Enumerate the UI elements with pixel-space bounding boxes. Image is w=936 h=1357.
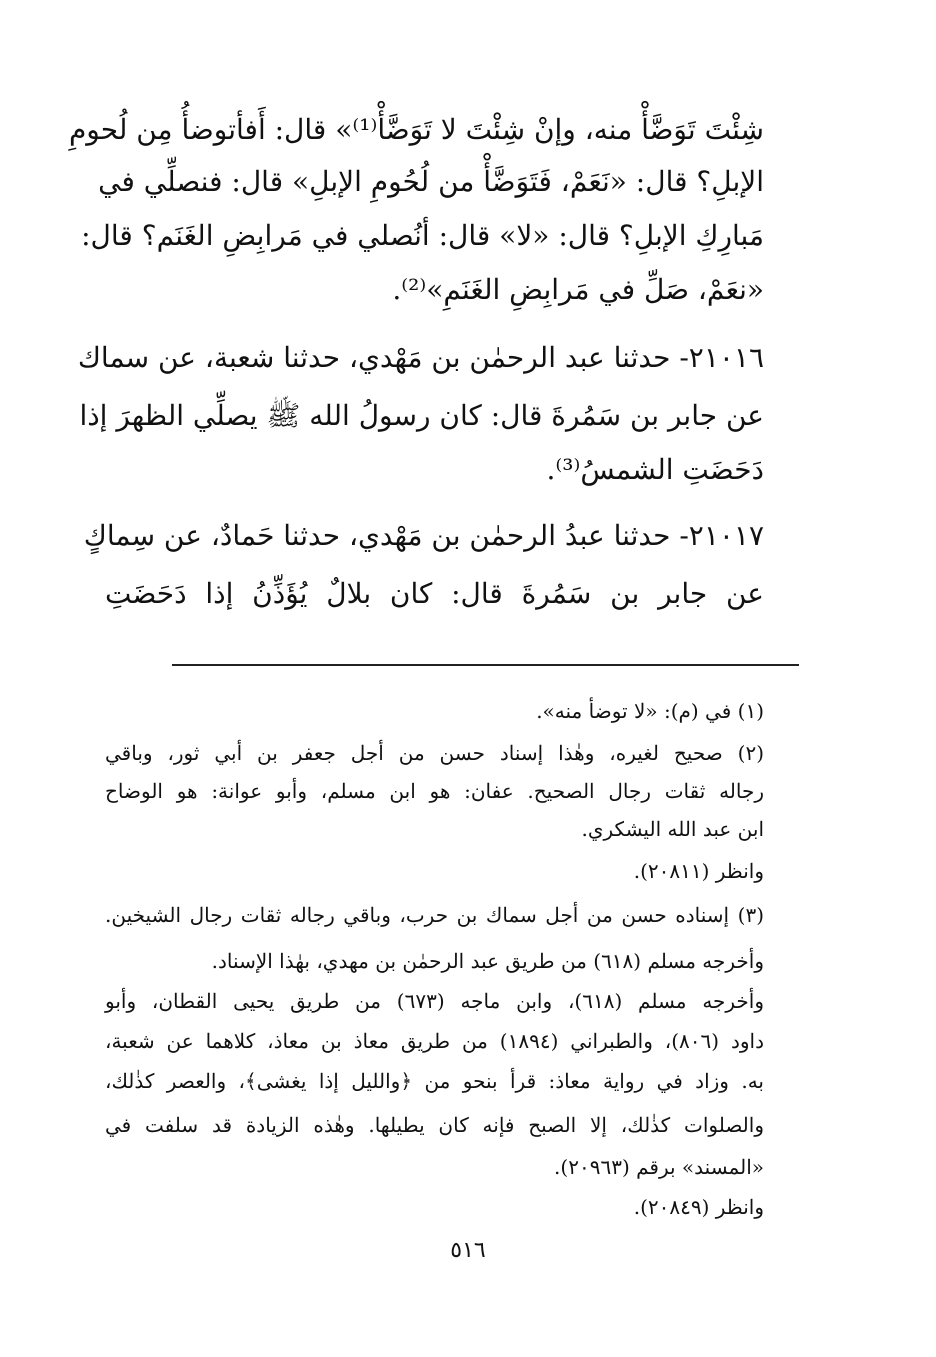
footnote-line: وأخرجه مسلم (٦١٨) من طريق عبد الرحمٰن بن مهدي، بهٰذا الإسناد. [211,949,764,973]
footnote-line: داود (٨٠٦)، والطبراني (١٨٩٤) من طريق معاذ بن معاذ، كلاهما عن شعبة، [105,1029,765,1053]
footnote-line: «المسند» برقم (٢٠٩٦٣). [554,1155,764,1179]
main-text-line: عن جابر بن سَمُرةَ قال: كان رسولُ الله ﷺ يصلِّي الظهرَ إذا [79,399,764,432]
footnote-line: (٣) إسناده حسن من أجل سماك بن حرب، وباقي رجاله ثقات رجال الشيخين. [105,903,764,927]
main-text-line: دَحَضَتِ الشمسُ⁽³⁾. [546,453,764,486]
page-number: ٥١٦ [450,1238,486,1263]
main-text-line: شِئْتَ تَوَضَّأْ منه، وإنْ شِئْتَ لا تَوَضَّأْ⁽¹⁾» قال: أَفأتوضأُ مِن لُحومِ [68,113,764,146]
main-text-line: مَبارِكِ الإبلِ؟ قال: «لا» قال: أنُصلي في مَرابِضِ الغَنَم؟ قال: [81,219,764,252]
footnote-line: به. وزاد في رواية معاذ: قرأ بنحو من ﴿والليل إذا يغشى﴾، والعصر كذٰلك، [105,1069,764,1093]
footnote-line: والصلوات كذٰلك، إلا الصبح فإنه كان يطيلها. وهٰذه الزيادة قد سلفت في [105,1113,764,1137]
footnote-line: (١) في (م): «لا توضأ منه». [536,699,764,723]
footnote-line: رجاله ثقات رجال الصحيح. عفان: هو ابن مسلم، وأبو عوانة: هو الوضاح [105,779,764,803]
main-text-line: عن جابر بن سَمُرةَ قال: كان بلالٌ يُؤَذِّنُ إذا دَحَضَتِ [105,577,764,610]
footnote-line: وانظر (٢٠٨٤٩). [633,1195,764,1219]
main-text-line: الإبلِ؟ قال: «نَعَمْ، فَتَوَضَّأْ من لُحُومِ الإبلِ» قال: فنصلِّي في [98,165,764,198]
hadith-isnad-line: ٢١٠١٦- حدثنا عبد الرحمٰن بن مَهْدي، حدثنا شعبة، عن سماك [77,341,764,374]
footnote-line: وأخرجه مسلم (٦١٨)، وابن ماجه (٦٧٣) من طريق يحيى القطان، وأبو [105,989,765,1013]
footnote-line: وانظر (٢٠٨١١). [633,859,764,883]
footnote-line: (٢) صحيح لغيره، وهٰذا إسناد حسن من أجل جعفر بن أبي ثور، وباقي [105,741,764,765]
footnote-line: ابن عبد الله اليشكري. [581,817,764,841]
main-text-line: «نعَمْ، صَلِّ في مَرابِضِ الغَنَمِ»⁽²⁾. [392,273,764,306]
hadith-isnad-line: ٢١٠١٧- حدثنا عبدُ الرحمٰن بن مَهْدي، حدثنا حَمادٌ، عن سِماكٍ [83,519,764,552]
footnote-divider [172,664,799,666]
